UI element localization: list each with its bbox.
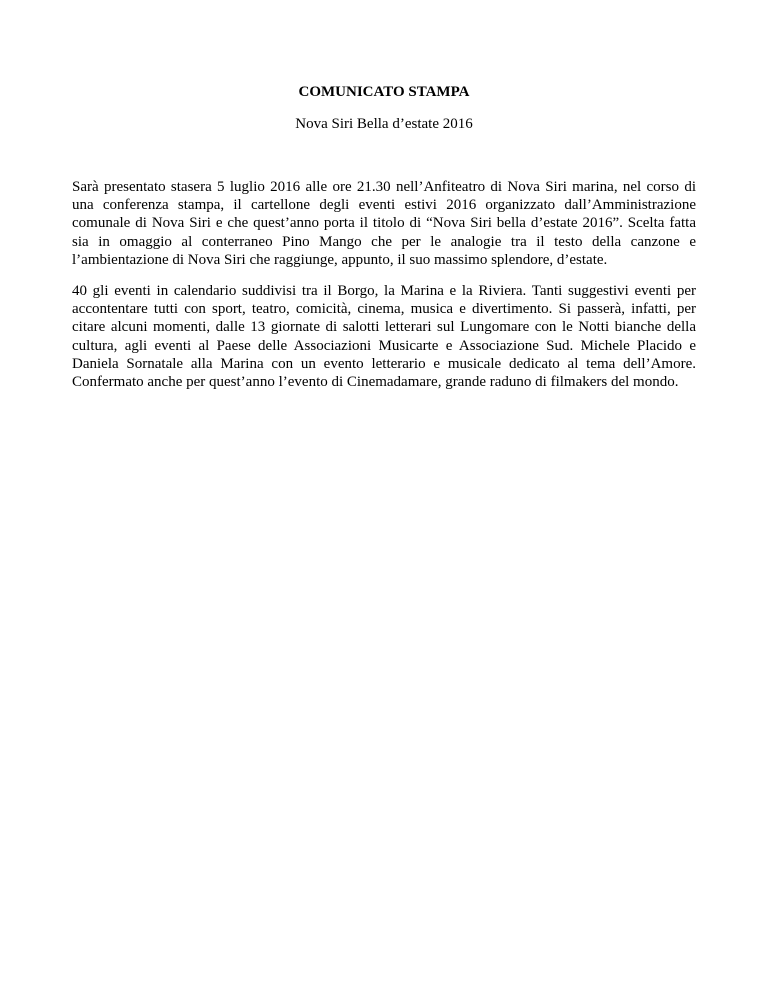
document-subtitle: Nova Siri Bella d’estate 2016 bbox=[295, 116, 473, 132]
document-title: COMUNICATO STAMPA bbox=[298, 84, 470, 100]
paragraph-intro: Sarà presentato stasera 5 luglio 2016 alle ore 21.30 nell’Anfiteatro di Nova Siri marina, nel corso di una conferenza stampa, il cartellone degli eventi estivi 2016 organizzato dall’Amministrazione comunale di Nova Siri e che quest’anno porta il titolo di “Nova Siri bella d’estate 2016”. Scelta fatta sia in omaggio al conterraneo Pino Mango che per le analogie tra il testo della canzone e l’ambientazione di Nova Siri che raggiunge, appunto, il suo massimo splendore, d’estate. bbox=[72, 179, 696, 268]
paragraph-events: 40 gli eventi in calendario suddivisi tra il Borgo, la Marina e la Riviera. Tanti suggestivi eventi per accontentare tutti con sport, teatro, comicità, cinema, musica e divertimento. Si passerà, infatti, per citare alcuni momenti, dalle 13 giornate di salotti letterari sul Lungomare con le Notti bianche della cultura, agli eventi al Paese delle Associazioni Musicarte e Associazione Sud. Michele Placido e Daniela Sornatale alla Marina con un evento letterario e musicale dedicato al tema dell’Amore. Confermato anche per quest’anno l’evento di Cinemadamare, grande raduno di filmakers del mondo. bbox=[72, 283, 696, 391]
document-body bbox=[72, 178, 696, 404]
